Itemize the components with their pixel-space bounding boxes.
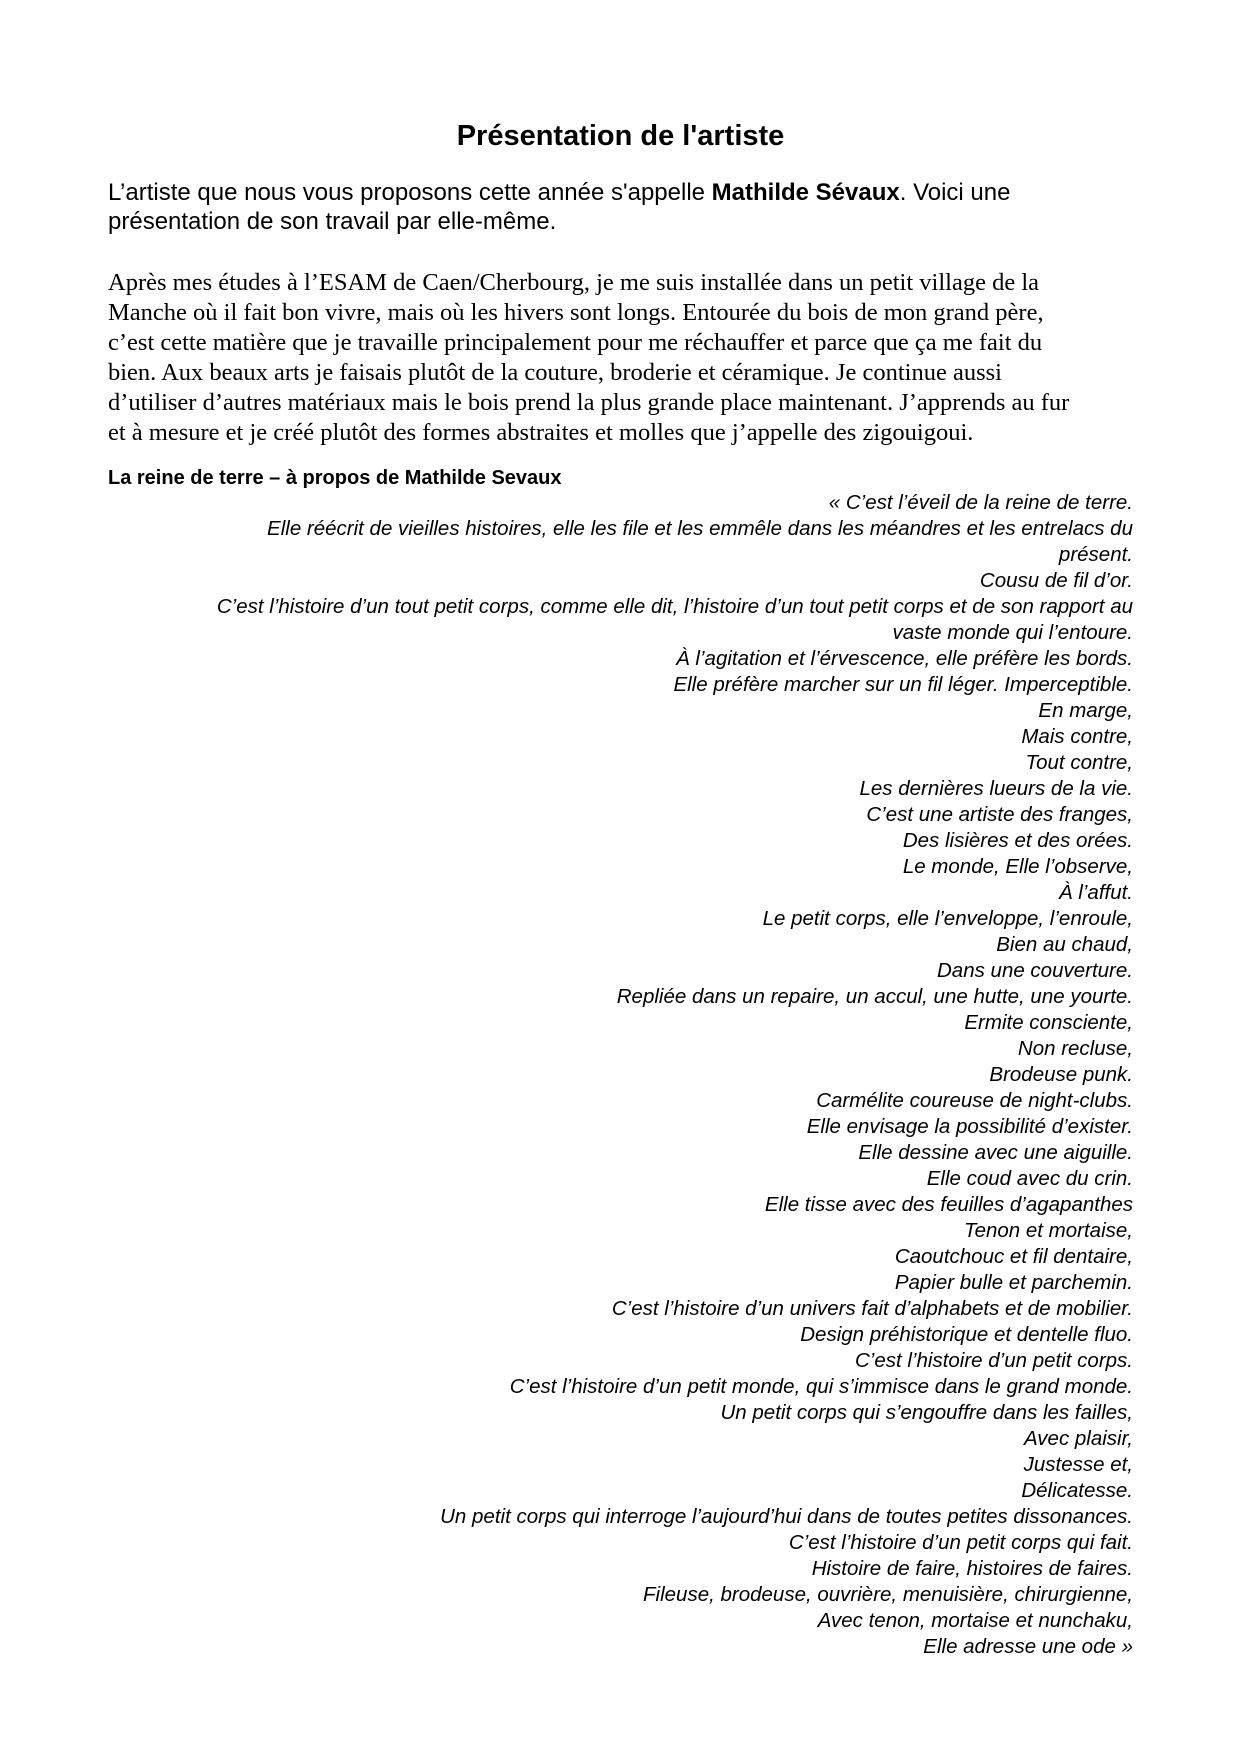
intro-line-2: présentation de son travail par elle-même. — [108, 208, 557, 235]
poem-line: « C’est l’éveil de la reine de terre. — [828, 491, 1133, 514]
poem-line: C’est une artiste des franges, — [866, 803, 1133, 826]
poem-line: C’est l’histoire d’un petit corps qui fait. — [788, 1531, 1133, 1554]
biography-line: Manche où il fait bon vivre, mais où les hivers sont longs. Entourée du bois de mon grand père, — [108, 299, 1044, 326]
poem-text — [108, 490, 1133, 1660]
poem-line: vaste monde qui l’entoure. — [892, 621, 1133, 644]
poem-line: Bien au chaud, — [996, 933, 1133, 956]
poem-line: présent. — [1058, 543, 1133, 566]
poem-line: C’est l’histoire d’un petit monde, qui s’immisce dans le grand monde. — [509, 1375, 1133, 1398]
poem-line: À l’affut. — [1058, 881, 1133, 904]
poem-line: Des lisières et des orées. — [902, 829, 1133, 852]
poem-line: Elle envisage la possibilité d’exister. — [806, 1115, 1133, 1138]
poem-line: Carmélite coureuse de night-clubs. — [816, 1089, 1133, 1112]
page-title: Présentation de l'artiste — [456, 120, 785, 152]
poem-line: Repliée dans un repaire, un accul, une hutte, une yourte. — [616, 985, 1133, 1008]
poem-line: À l’agitation et l’érvescence, elle préfère les bords. — [676, 647, 1133, 670]
poem-line: Tout contre, — [1025, 751, 1133, 774]
intro-text-before-name: L’artiste que nous vous proposons cette année s'appelle — [108, 179, 712, 206]
poem-line: Elle tisse avec des feuilles d’agapanthes — [764, 1193, 1133, 1216]
poem-line: Elle adresse une ode » — [923, 1635, 1133, 1658]
poem-line: Elle réécrit de vieilles histoires, elle les file et les emmêle dans les méandres et les entrelacs du — [267, 517, 1133, 540]
poem-line: Les dernières lueurs de la vie. — [859, 777, 1133, 800]
poem-line: Tenon et mortaise, — [963, 1219, 1133, 1242]
biography-line: c’est cette matière que je travaille principalement pour me réchauffer et parce que ça me fait du — [108, 329, 1043, 356]
poem-line: Histoire de faire, histoires de faires. — [811, 1557, 1133, 1580]
poem-line: Cousu de fil d’or. — [979, 569, 1133, 592]
poem-line: Justesse et, — [1023, 1453, 1133, 1476]
poem-line: Non recluse, — [1017, 1037, 1133, 1060]
intro-line-1 — [108, 178, 1133, 207]
poem-line: C’est l’histoire d’un tout petit corps, comme elle dit, l’histoire d’un tout petit corps et de son rapport au — [216, 595, 1133, 618]
poem-line: En marge, — [1038, 699, 1133, 722]
biography-line: d’utiliser d’autres matériaux mais le bois prend la plus grande place maintenant. J’apprends au fur — [108, 389, 1070, 416]
poem-line: Mais contre, — [1021, 725, 1133, 748]
poem-line: Brodeuse punk. — [989, 1063, 1133, 1086]
poem-line: Elle dessine avec une aiguille. — [858, 1141, 1133, 1164]
poem-line: Un petit corps qui s’engouffre dans les failles, — [720, 1401, 1133, 1424]
poem-line: Avec plaisir, — [1023, 1427, 1133, 1450]
poem-line: Caoutchouc et fil dentaire, — [894, 1245, 1133, 1268]
poem-line: Ermite consciente, — [964, 1011, 1133, 1034]
poem-line: Fileuse, brodeuse, ouvrière, menuisière, chirurgienne, — [643, 1583, 1133, 1606]
poem-heading: La reine de terre – à propos de Mathilde Sevaux — [108, 467, 562, 489]
poem-line: Papier bulle et parchemin. — [894, 1271, 1133, 1294]
poem-line: Elle préfère marcher sur un fil léger. Imperceptible. — [673, 673, 1133, 696]
biography-line: et à mesure et je créé plutôt des formes abstraites et molles que j’appelle des zigouigoui. — [108, 419, 974, 446]
poem-line: Délicatesse. — [1021, 1479, 1133, 1502]
biography-line: bien. Aux beaux arts je faisais plutôt de la couture, broderie et céramique. Je continue aussi — [108, 359, 1002, 386]
biography-paragraph — [108, 268, 1133, 448]
artist-name: Mathilde Sévaux — [711, 179, 900, 206]
biography-line: Après mes études à l’ESAM de Caen/Cherbourg, je me suis installée dans un petit village de la — [108, 269, 1040, 296]
poem-line: Le petit corps, elle l’enveloppe, l’enroule, — [762, 907, 1133, 930]
poem-line: Le monde, Elle l’observe, — [902, 855, 1133, 878]
poem-line: Elle coud avec du crin. — [926, 1167, 1133, 1190]
poem-line: C’est l’histoire d’un univers fait d’alphabets et de mobilier. — [611, 1297, 1133, 1320]
intro-paragraph — [108, 178, 1133, 236]
poem-line: Un petit corps qui interroge l’aujourd’hui dans de toutes petites dissonances. — [440, 1505, 1133, 1528]
poem-line: C’est l’histoire d’un petit corps. — [854, 1349, 1133, 1372]
intro-text-after-name: . Voici une — [899, 179, 1011, 206]
poem-line: Dans une couverture. — [936, 959, 1133, 982]
poem-line: Avec tenon, mortaise et nunchaku, — [817, 1609, 1133, 1632]
poem-line: Design préhistorique et dentelle fluo. — [800, 1323, 1133, 1346]
